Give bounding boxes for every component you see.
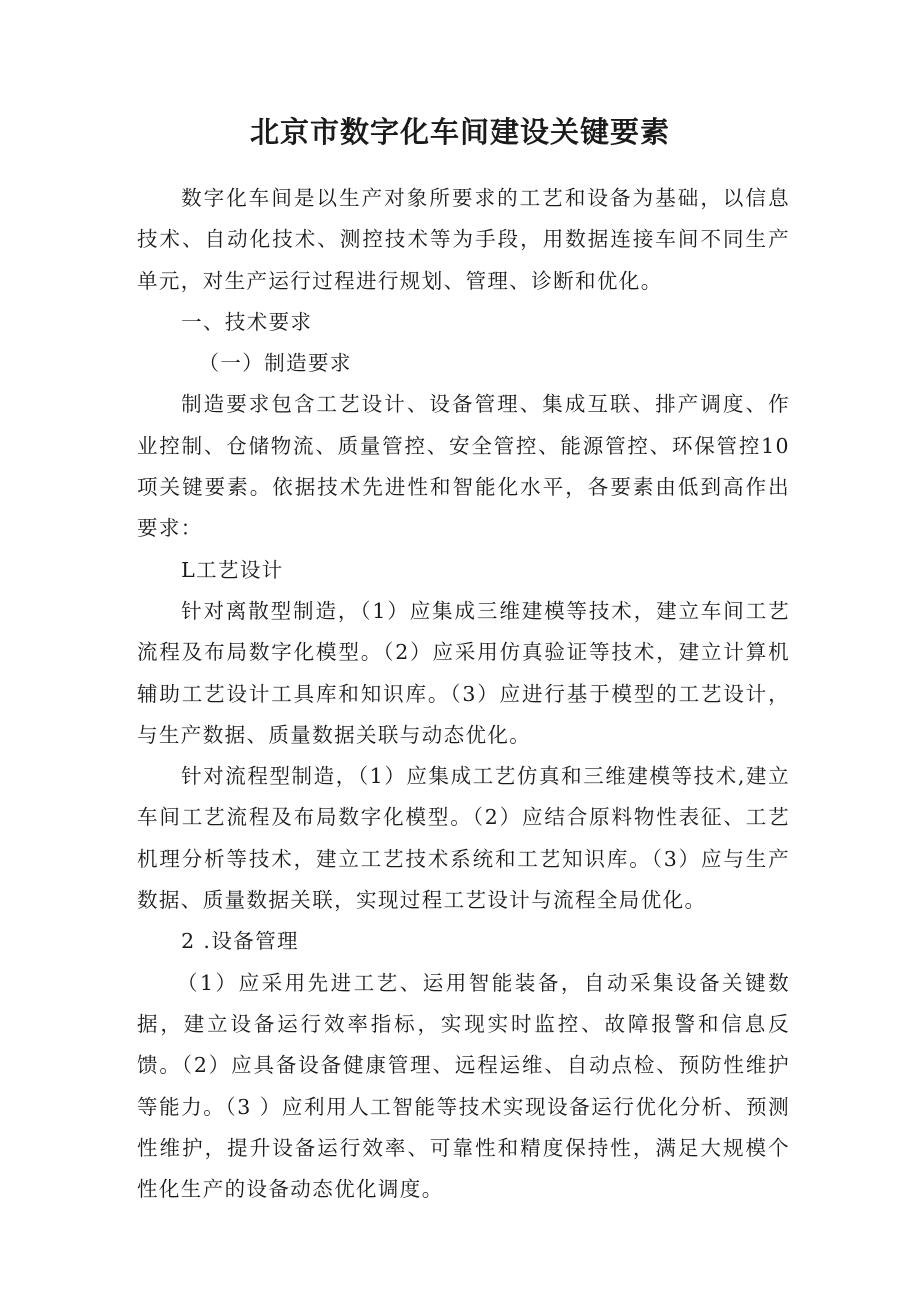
subsection-heading-manufacturing: （一）制造要求: [198, 351, 352, 376]
item-heading-process-design: L工艺设计: [181, 557, 284, 582]
process-design-process-paragraph: 针对流程型制造，（1）应集成工艺仿真和三维建模等技术,建立车间工艺流程及布局数字化模型。（2）应结合原料物性表征、工艺机理分析等技术，建立工艺技术系统和工艺知识库。（3）应与生产数据、质量数据关联，实现过程工艺设计与流程全局优化。: [137, 764, 790, 913]
process-design-discrete-paragraph: 针对离散型制造，（1）应集成三维建模等技术，建立车间工艺流程及布局数字化模型。（2）应采用仿真验证等技术，建立计算机辅助工艺设计工具库和知识库。（3）应进行基于模型的工艺设计，与生产数据、质量数据关联与动态优化。: [137, 598, 790, 747]
intro-paragraph: 数字化车间是以生产对象所要求的工艺和设备为基础，以信息技术、自动化技术、测控技术等为手段，用数据连接车间不同生产单元，对生产运行过程进行规划、管理、诊断和优化。: [137, 186, 790, 293]
document-body: [137, 178, 790, 1210]
section-heading-technical-requirements: 一、技术要求: [181, 309, 313, 334]
document-title: 北京市数字化车间建设关键要素: [249, 115, 670, 149]
item-heading-equipment-management: 2 .设备管理: [181, 929, 299, 954]
equipment-management-paragraph: （1）应采用先进工艺、运用智能装备，自动采集设备关键数据，建立设备运行效率指标，实现实时监控、故障报警和信息反馈。（2）应具备设备健康管理、远程运维、自动点检、预防性维护等能力。（3 ）应利用人工智能等技术实现设备运行优化分析、预测性维护，提升设备运行效率、可靠性和精度保持性，满足大规模个性化生产的设备动态优化调度。: [137, 970, 790, 1202]
manufacturing-intro-paragraph: 制造要求包含工艺设计、设备管理、集成互联、排产调度、作业控制、仓储物流、质量管控、安全管控、能源管控、环保管控10项关键要素。依据技术先进性和智能化水平，各要素由低到高作出要求：: [137, 392, 790, 541]
